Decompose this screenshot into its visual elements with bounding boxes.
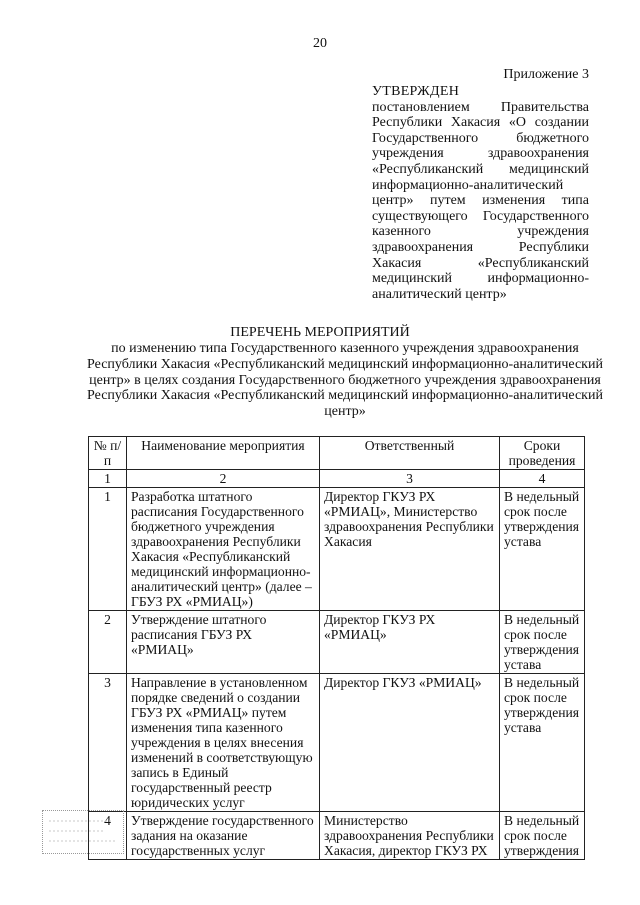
row-number: 4 [89, 812, 127, 860]
row-term: В недельный срок после утверждения устава [500, 674, 585, 812]
row-event-name: Утверждение штатного расписания ГБУЗ РХ «РМИАЦ» [127, 611, 320, 674]
row-term: В недельный срок после утверждения устава [500, 611, 585, 674]
stamp-marks-icon [43, 811, 123, 853]
header-name: Наименование мероприятия [127, 437, 320, 470]
faded-stamp [42, 810, 124, 854]
row-event-name: Разработка штатного расписания Государственного бюджетного учреждения здравоохранения Республики Хакасия «Республиканский медицинский информационно-аналитический центр» (далее – ГБУЗ РХ «РМИАЦ») [127, 488, 320, 611]
column-number-2: 2 [127, 470, 320, 488]
table-row [89, 611, 585, 674]
list-subtitle: по изменению типа Государственного казенного учреждения здравоохранения Республики Хакасия «Республиканский медицинский информационно-аналитический центр» в целях создания Государственного бюджетного учреждения здравоохранения Республики Хакасия «Республиканский медицинский информационно-аналитический центр» [87, 341, 603, 420]
row-number: 3 [89, 674, 127, 812]
events-table [88, 436, 585, 860]
header-term: Сроки проведения [500, 437, 585, 470]
column-number-3: 3 [320, 470, 500, 488]
column-number-4: 4 [500, 470, 585, 488]
approval-block [372, 84, 589, 302]
row-responsible: Директор ГКУЗ РХ «РМИАЦ», Министерство здравоохранения Республики Хакасия [320, 488, 500, 611]
page-number: 20 [313, 36, 327, 51]
table-header-row [89, 437, 585, 470]
row-responsible: Директор ГКУЗ РХ «РМИАЦ» [320, 611, 500, 674]
table-row [89, 812, 585, 860]
row-term: В недельный срок после утверждения устава [500, 488, 585, 611]
row-event-name: Направление в установленном порядке сведений о создании ГБУЗ РХ «РМИАЦ» путем изменения типа казенного учреждения в целях внесения изменений в соответствующую запись в Единый государственный реестр юридических услуг [127, 674, 320, 812]
header-number: № п/п [89, 437, 127, 470]
approval-title: УТВЕРЖДЕН [372, 84, 460, 99]
row-term: В недельный срок после утверждения [500, 812, 585, 860]
appendix-label: Приложение 3 [503, 67, 589, 82]
column-number-1: 1 [89, 470, 127, 488]
table-column-numbers-row [89, 470, 585, 488]
header-responsible: Ответственный [320, 437, 500, 470]
table-row [89, 488, 585, 611]
row-event-name: Утверждение государственного задания на оказание государственных услуг [127, 812, 320, 860]
row-number: 2 [89, 611, 127, 674]
table-row [89, 674, 585, 812]
row-responsible: Директор ГКУЗ «РМИАЦ» [320, 674, 500, 812]
list-title: ПЕРЕЧЕНЬ МЕРОПРИЯТИЙ [230, 325, 410, 340]
approval-text: постановлением Правительства Республики Хакасия «О создании Государственного бюджетного учреждения здравоохранения «Республиканский медицинский информационно-аналитический центр» путем изменения типа существующего Государственного казенного учреждения здравоохранения Республики Хакасия «Республиканский медицинский информационно-аналитический центр» [372, 99, 589, 302]
row-number: 1 [89, 488, 127, 611]
row-responsible: Министерство здравоохранения Республики Хакасия, директор ГКУЗ РХ [320, 812, 500, 860]
